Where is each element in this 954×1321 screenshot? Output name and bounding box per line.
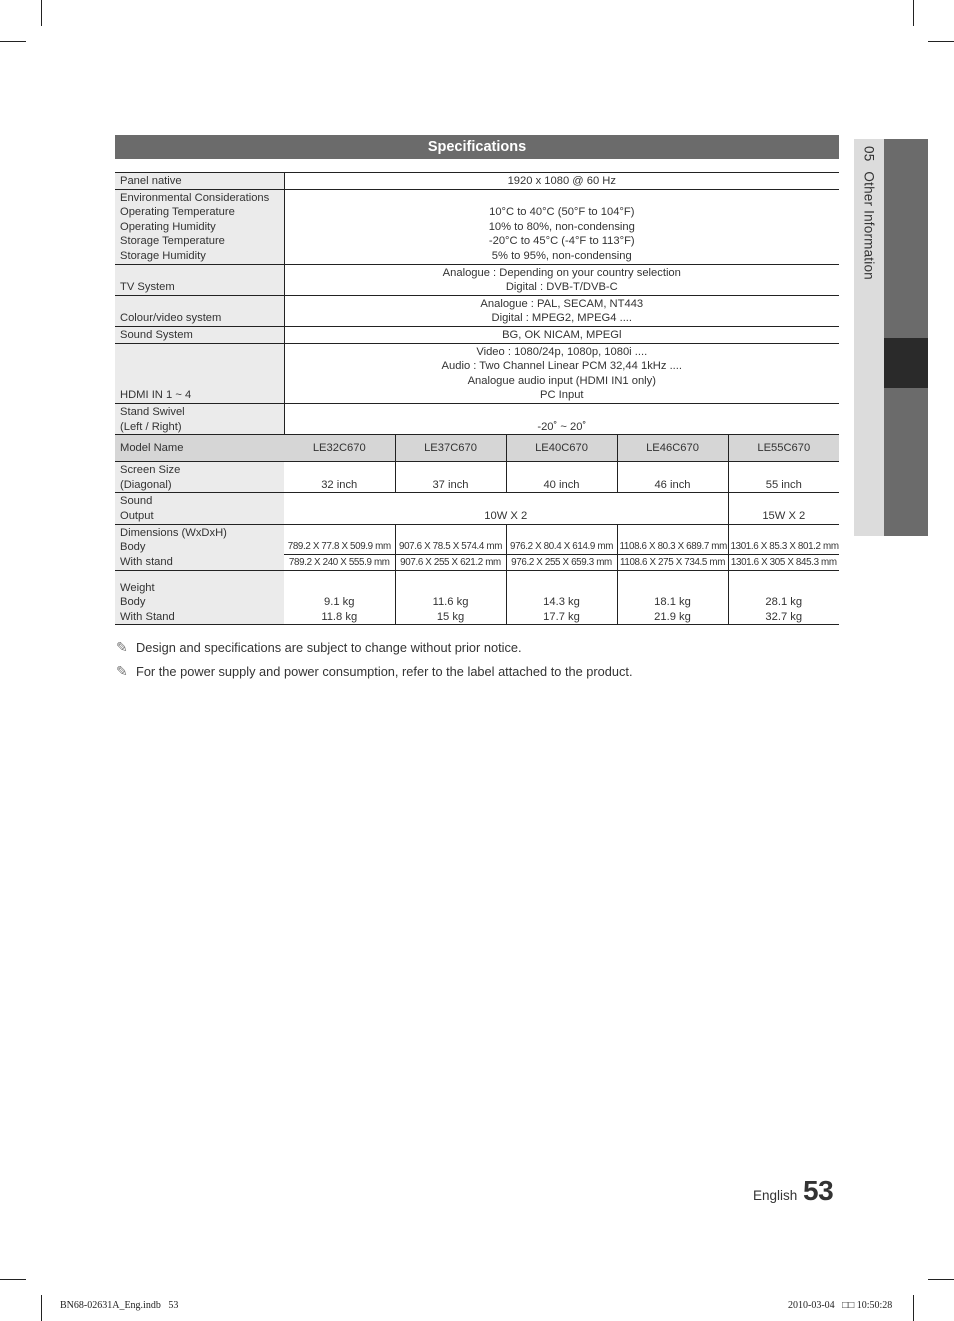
pencil-icon: ✎ bbox=[116, 663, 128, 679]
spec-label bbox=[115, 343, 284, 403]
specifications-table bbox=[115, 172, 839, 625]
cell-line: Analogue : Depending on your country selection bbox=[442, 266, 681, 279]
cell-line: With stand bbox=[120, 555, 173, 568]
cell-line: (Left / Right) bbox=[120, 420, 182, 433]
dimension-with-stand: 1108.6 X 275 X 734.5 mm bbox=[619, 556, 726, 568]
dimension-body: 907.6 X 78.5 X 574.4 mm bbox=[398, 540, 503, 552]
weight-body: 11.6 kg bbox=[432, 596, 469, 609]
spec-value bbox=[284, 189, 839, 264]
model-name: LE40C670 bbox=[506, 435, 617, 462]
dimension-with-stand: 789.2 X 240 X 555.9 mm bbox=[288, 556, 390, 568]
cell-line: Panel native bbox=[120, 175, 182, 187]
cell-line: Analogue audio input (HDMI IN1 only) bbox=[467, 374, 656, 387]
crop-mark bbox=[913, 0, 914, 26]
dimensions-value bbox=[506, 524, 617, 570]
cell-line: -20°C to 45°C (-4°F to 113°F) bbox=[488, 235, 635, 248]
cell-line: Audio : Two Channel Linear PCM 32,44 1kHz .... bbox=[441, 360, 683, 373]
model-name: LE46C670 bbox=[617, 435, 728, 462]
crop-mark bbox=[41, 0, 42, 26]
crop-mark bbox=[0, 41, 26, 42]
spec-row bbox=[115, 343, 839, 403]
note-item bbox=[116, 639, 522, 656]
cell-line: Sound bbox=[120, 495, 153, 508]
weight-with-stand: 11.8 kg bbox=[321, 610, 358, 623]
weight-value bbox=[506, 570, 617, 625]
spec-row bbox=[115, 189, 839, 264]
dimensions-value bbox=[284, 524, 395, 570]
sound-output-row bbox=[115, 493, 839, 524]
model-name: LE55C670 bbox=[728, 435, 839, 462]
dimension-body: 1108.6 X 80.3 X 689.7 mm bbox=[619, 540, 727, 552]
weight-body: 18.1 kg bbox=[654, 596, 691, 609]
spec-value bbox=[284, 343, 839, 403]
crop-mark bbox=[41, 1295, 42, 1321]
dimension-body: 1301.6 X 85.3 X 801.2 mm bbox=[730, 540, 839, 552]
spec-label bbox=[115, 295, 284, 326]
weight-row bbox=[115, 570, 839, 625]
spec-row bbox=[115, 264, 839, 295]
dimensions-value bbox=[395, 524, 506, 570]
spec-label bbox=[115, 403, 284, 434]
screen-size-value: 46 inch bbox=[617, 462, 728, 493]
weight-body: 14.3 kg bbox=[543, 596, 580, 609]
sound-output-value: 10W X 2 bbox=[484, 509, 528, 522]
cell-line: BG, OK NICAM, MPEGl bbox=[502, 328, 622, 341]
dimension-with-stand: 907.6 X 255 X 621.2 mm bbox=[400, 556, 501, 568]
crop-mark bbox=[913, 1295, 914, 1321]
dimension-with-stand: 1301.6 X 305 X 845.3 mm bbox=[730, 556, 837, 568]
spec-value bbox=[284, 264, 839, 295]
model-name-label: Model Name bbox=[115, 435, 284, 462]
spec-value bbox=[284, 403, 839, 434]
weight-body: 9.1 kg bbox=[324, 596, 355, 609]
cell-line: Operating Temperature bbox=[120, 206, 235, 219]
weight-with-stand: 32.7 kg bbox=[765, 610, 803, 623]
crop-mark bbox=[928, 1279, 954, 1280]
cell-line: Weight bbox=[120, 581, 155, 594]
file-name: BN68-02631A_Eng.indb 53 bbox=[60, 1300, 179, 1311]
dimension-body: 976.2 X 80.4 X 614.9 mm bbox=[509, 540, 614, 552]
weight-with-stand: 17.7 kg bbox=[543, 610, 580, 623]
dimensions-value bbox=[728, 524, 839, 570]
cell-line: Storage Temperature bbox=[120, 235, 225, 248]
model-name: LE32C670 bbox=[284, 435, 395, 462]
cell-line: Analogue : PAL, SECAM, NT443 bbox=[480, 297, 644, 310]
cell-line: Output bbox=[120, 509, 154, 522]
cell-line: -20˚ ~ 20˚ bbox=[537, 420, 587, 433]
page-number: 53 bbox=[803, 1175, 834, 1206]
chapter-tab-label bbox=[862, 146, 877, 280]
cell-line: Colour/video system bbox=[120, 312, 222, 325]
chapter-title: Other Information bbox=[861, 171, 877, 280]
cell-line: TV System bbox=[120, 281, 175, 294]
spec-value bbox=[284, 173, 839, 190]
sound-output-value: 15W X 2 bbox=[728, 493, 839, 524]
spec-label bbox=[115, 524, 284, 570]
screen-size-value: 40 inch bbox=[506, 462, 617, 493]
section-title: Specifications bbox=[115, 135, 839, 159]
cell-line: (Diagonal) bbox=[120, 478, 172, 491]
weight-value bbox=[395, 570, 506, 625]
note-item bbox=[116, 663, 633, 680]
weight-value bbox=[284, 570, 395, 625]
spec-row bbox=[115, 403, 839, 434]
cell-line: 10% to 80%, non-condensing bbox=[488, 220, 635, 233]
weight-with-stand: 21.9 kg bbox=[654, 610, 691, 623]
weight-with-stand: 15 kg bbox=[436, 610, 465, 623]
weight-value bbox=[728, 570, 839, 625]
cell-line: Stand Swivel bbox=[120, 405, 185, 418]
model-name: LE37C670 bbox=[395, 435, 506, 462]
note-text: For the power supply and power consumption, refer to the label attached to the product. bbox=[136, 664, 633, 679]
spec-value bbox=[284, 295, 839, 326]
print-timestamp: 2010-03-04 □□ 10:50:28 bbox=[788, 1300, 893, 1311]
spec-label bbox=[115, 189, 284, 264]
cell-line: Sound System bbox=[120, 328, 193, 341]
model-header-row bbox=[115, 435, 839, 462]
weight-body: 28.1 kg bbox=[765, 596, 803, 609]
dimension-with-stand: 976.2 X 255 X 659.3 mm bbox=[511, 556, 612, 568]
cell-line: Digital : MPEG2, MPEG4 .... bbox=[491, 312, 633, 325]
cell-line: Screen Size bbox=[120, 464, 181, 477]
crop-mark bbox=[928, 41, 954, 42]
cell-line: Dimensions (WxDxH) bbox=[120, 526, 227, 539]
screen-size-value: 55 inch bbox=[728, 462, 839, 493]
crop-mark bbox=[0, 1279, 26, 1280]
cell-line: PC Input bbox=[540, 389, 584, 402]
pencil-icon: ✎ bbox=[116, 639, 128, 655]
cell-line: Body bbox=[120, 541, 146, 554]
spec-label bbox=[115, 493, 284, 524]
dimensions-row bbox=[115, 524, 839, 570]
spec-label bbox=[115, 264, 284, 295]
spec-row bbox=[115, 173, 839, 190]
spec-value bbox=[284, 326, 839, 343]
cell-line: Storage Humidity bbox=[120, 250, 206, 262]
cell-line: With Stand bbox=[120, 610, 175, 623]
spec-row bbox=[115, 326, 839, 343]
cell-line: Environmental Considerations bbox=[120, 191, 270, 204]
dimension-body: 789.2 X 77.8 X 509.9 mm bbox=[287, 540, 391, 552]
chapter-number: 05 bbox=[861, 146, 877, 162]
spec-label bbox=[115, 326, 284, 343]
language-label: English bbox=[753, 1188, 798, 1203]
note-text: Design and specifications are subject to change without prior notice. bbox=[136, 640, 522, 655]
cell-line: Operating Humidity bbox=[120, 220, 216, 233]
weight-value bbox=[617, 570, 728, 625]
chapter-tab-marker bbox=[884, 338, 928, 388]
cell-line: 10°C to 40°C (50°F to 104°F) bbox=[489, 206, 635, 219]
screen-size-value: 32 inch bbox=[321, 478, 358, 491]
dimensions-value bbox=[617, 524, 728, 570]
cell-line: 1920 x 1080 @ 60 Hz bbox=[507, 175, 616, 187]
spec-row bbox=[115, 295, 839, 326]
cell-line: Digital : DVB-T/DVB-C bbox=[505, 281, 618, 294]
spec-label bbox=[115, 462, 284, 493]
spec-label bbox=[115, 173, 284, 190]
screen-size-value: 37 inch bbox=[395, 462, 506, 493]
cell-line: HDMI IN 1 ~ 4 bbox=[120, 389, 192, 402]
cell-line: 5% to 95%, non-condensing bbox=[491, 250, 632, 262]
cell-line: Video : 1080/24p, 1080p, 1080i .... bbox=[476, 345, 648, 358]
screen-size-row bbox=[115, 462, 839, 493]
cell-line: Body bbox=[120, 596, 146, 609]
spec-label bbox=[115, 570, 284, 625]
